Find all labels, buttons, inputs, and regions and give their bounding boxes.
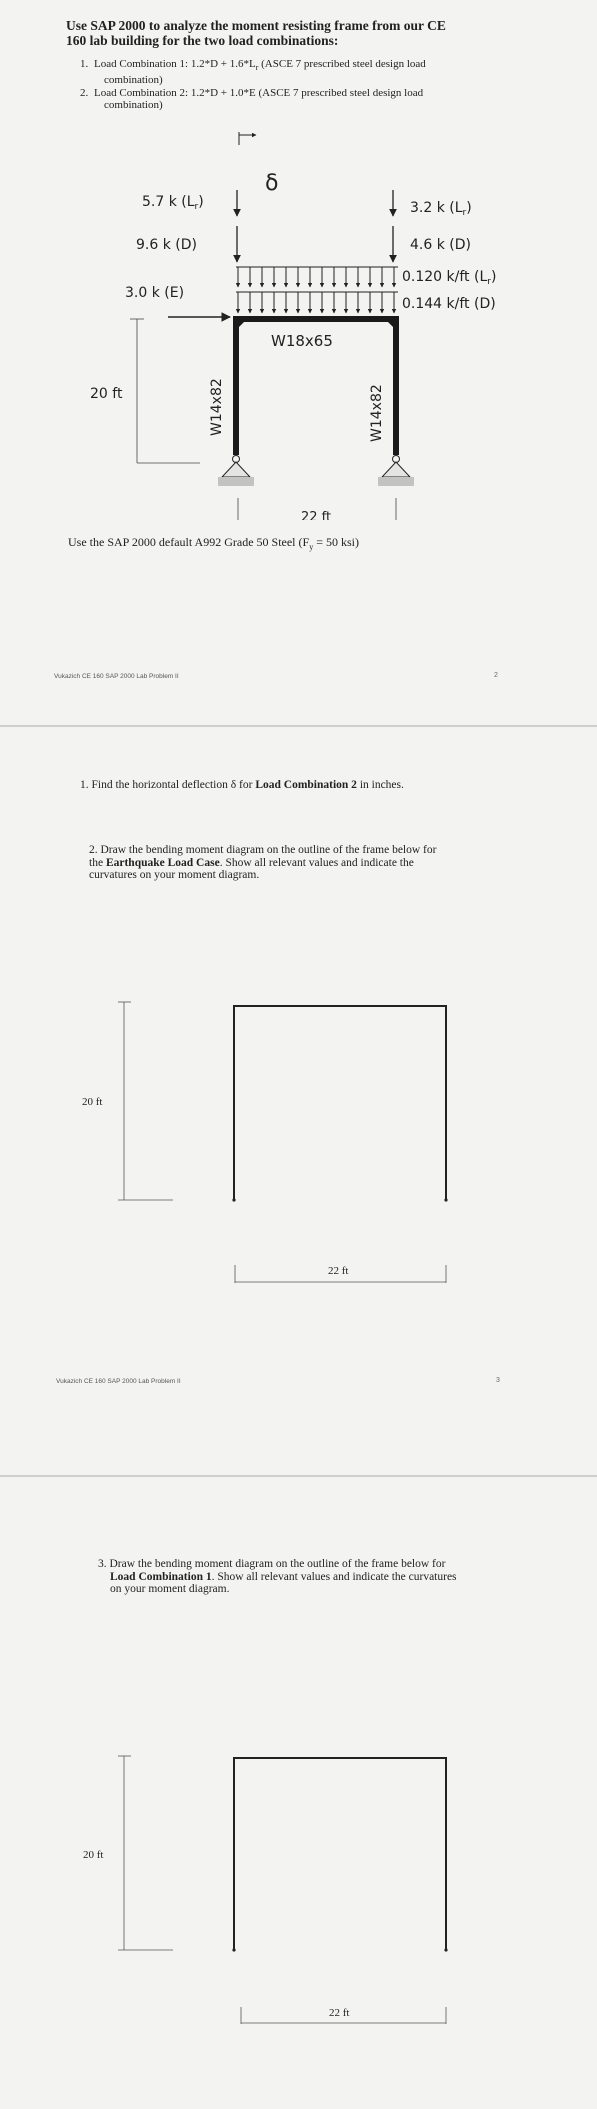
frame-outline-1 [0,727,597,1287]
page-number: 2 [494,672,498,679]
lateral-e-load-label: 3.0 k (E) [125,285,185,301]
page-1 [0,0,597,725]
left-d-load-label: 9.6 k (D) [136,237,197,253]
frame-diagram [0,0,597,520]
page-footer: Vukazich CE 160 SAP 2000 Lab Problem II [56,1378,181,1385]
height-label: 20 ft [82,1096,103,1108]
left-pin-support [218,456,254,487]
beam [233,316,399,322]
steel-note: Use the SAP 2000 default A992 Grade 50 Steel ($F_y = 50$ ksi) [68,535,359,552]
dist-d-load-label: 0.144 k/ft (D) [402,296,496,312]
dist-lr-load-label: 0.120 k/ft $(L_r)$ [402,269,497,287]
question-3: 3. Draw the bending moment diagram on the outline of the frame below for Load Combination 1. Show all relevant values and indicate the curvatures on your moment diagram. [98,1558,457,1595]
span-label: 22 ft [329,2007,350,2019]
question-1: 1. Find the horizontal deflection δ for Load Combination 2 in inches. [80,779,404,791]
beam-section-label: W18x65 [271,332,333,350]
delta-label: δ [265,171,279,196]
left-column-section-label: W14x82 [209,378,225,436]
distributed-load-arrows [236,267,398,313]
list-item: 2. Load Combination 2: 1.2*D + 1.0*E (ASCE 7 prescribed steel design load combination) [80,87,424,112]
frame-outline-2 [0,1477,597,2109]
deflection-arrow [239,132,256,145]
right-pin-support [378,456,414,487]
height-label: 20 ft [90,386,123,402]
page-number: 3 [496,1377,500,1384]
right-d-load-label: 4.6 k (D) [410,237,471,253]
height-dimension [130,319,200,463]
left-lr-load-label: 5.7 k $(L_r)$ [142,194,204,212]
height-label: 20 ft [83,1849,104,1861]
span-label: 22 ft [328,1265,349,1277]
right-lr-load-label: 3.2 k $(L_r)$ [410,200,472,218]
right-column-section-label: W14x82 [369,384,385,442]
page-footer: Vukazich CE 160 SAP 2000 Lab Problem II [54,673,179,680]
list-item: 1. Load Combination 1: $1.2*D + 1.6*L_r$ (ASCE 7 prescribed steel design load combination) [80,58,426,87]
page-2 [0,727,597,1475]
span-label: 22 ft [301,510,332,520]
page-3 [0,1477,597,2109]
question-2: 2. Draw the bending moment diagram on the outline of the frame below for the Earthquake Load Case. Show all relevant values and indicate the curvatures on your moment diagram. [89,844,437,881]
problem-title: Use SAP 2000 to analyze the moment resisting frame from our CE 160 lab building for the two load combinations: [66,18,446,48]
